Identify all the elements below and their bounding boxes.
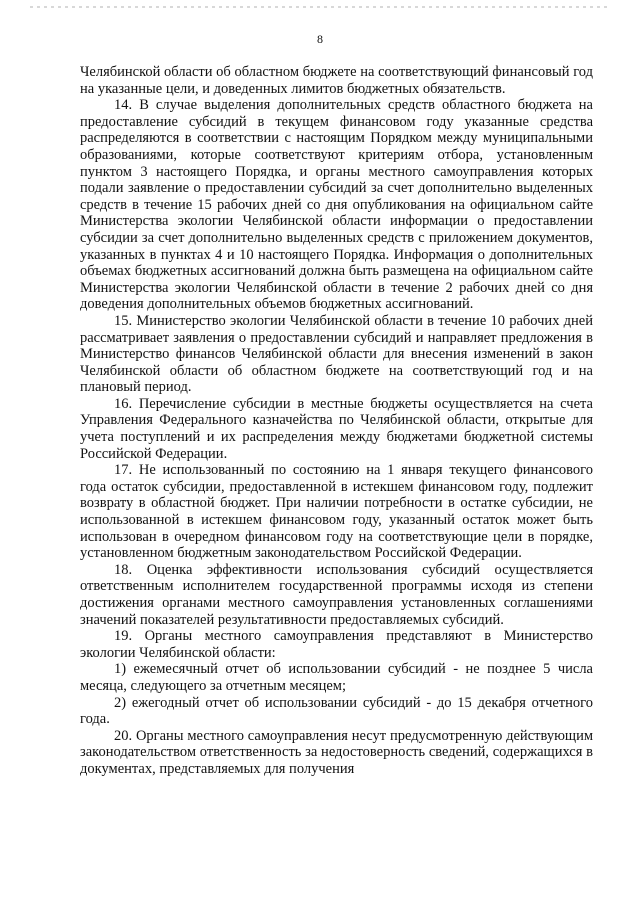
page-number: 8 [317,32,323,46]
paragraph-15: 15. Министерство экологии Челябинской области в течение 10 рабочих дней рассматривает заявления о предоставлении субсидий и направляет предложения в Министерство финансов Челябинской области для внесения изменений в закон Челябинской области об областном бюджете на соответствующий год и на плановый период. [80,312,593,396]
scan-artifact-line [30,6,610,8]
paragraph-19: 19. Органы местного самоуправления представляют в Министерство экологии Челябинской области: [80,628,593,661]
paragraph-18: 18. Оценка эффективности использования субсидий осуществляется ответственным исполнителем государственной программы исходя из степени достижения органами местного самоуправления установленных соглашениями значений показателей результативности предоставляемых субсидий. [80,561,593,628]
paragraph-19-item-2: 2) ежегодный отчет об использовании субсидий - до 15 декабря отчетного года. [80,694,593,728]
paragraph-19-item-1: 1) ежемесячный отчет об использовании субсидий - не позднее 5 числа месяца, следующего за отчетным месяцем; [80,661,593,694]
paragraph-14: 14. В случае выделения дополнительных средств областного бюджета на предоставление субсидий в текущем финансовом году указанные средства распределяются в соответствии с настоящим Порядком между муниципальными образованиями, которые соответствуют критериям отбора, установленным пунктом 3 настоящего Порядка, и органы местного самоуправления которых подали заявление о предоставлении субсидий за счет дополнительно выделенных средств в течение 15 рабочих дней со дня опубликования на официальном сайте Министерства экологии Челябинской области информации о предоставлении субсидии за счет дополнительно выделенных средств с приложением документов, указанных в пунктах 4 и 10 настоящего Порядка. Информация о дополнительных объемах бюджетных ассигнований должна быть размещена на официальном сайте Министерства экологии Челябинской области в течение 2 рабочих дней со дня доведения дополнительных объемов бюджетных ассигнований. [80,97,593,313]
paragraph-20: 20. Органы местного самоуправления несут предусмотренную действующим законодательством ответственность за недостоверность сведений, содержащихся в документах, представляемых для получения [80,727,593,777]
paragraph-17: 17. Не использованный по состоянию на 1 января текущего финансового года остаток субсидии, предоставленной в истекшем финансовом году, подлежит возврату в областной бюджет. При наличии потребности в остатке субсидии, не использованной в истекшем финансовом году, указанный остаток может быть использован в очередном финансовом году на соответствующие цели в порядке, установленном бюджетным законодательством Российской Федерации. [80,462,593,562]
paragraph-continuation: Челябинской области об областном бюджете на соответствующий финансовый год на указанные цели, и доведенных лимитов бюджетных обязательств. [80,64,593,97]
paragraph-16: 16. Перечисление субсидии в местные бюджеты осуществляется на счета Управления Федерального казначейства по Челябинской области, открытые для учета поступлений и их распределения между бюджетами бюджетной системы Российской Федерации. [80,395,593,462]
document-body [80,64,593,778]
